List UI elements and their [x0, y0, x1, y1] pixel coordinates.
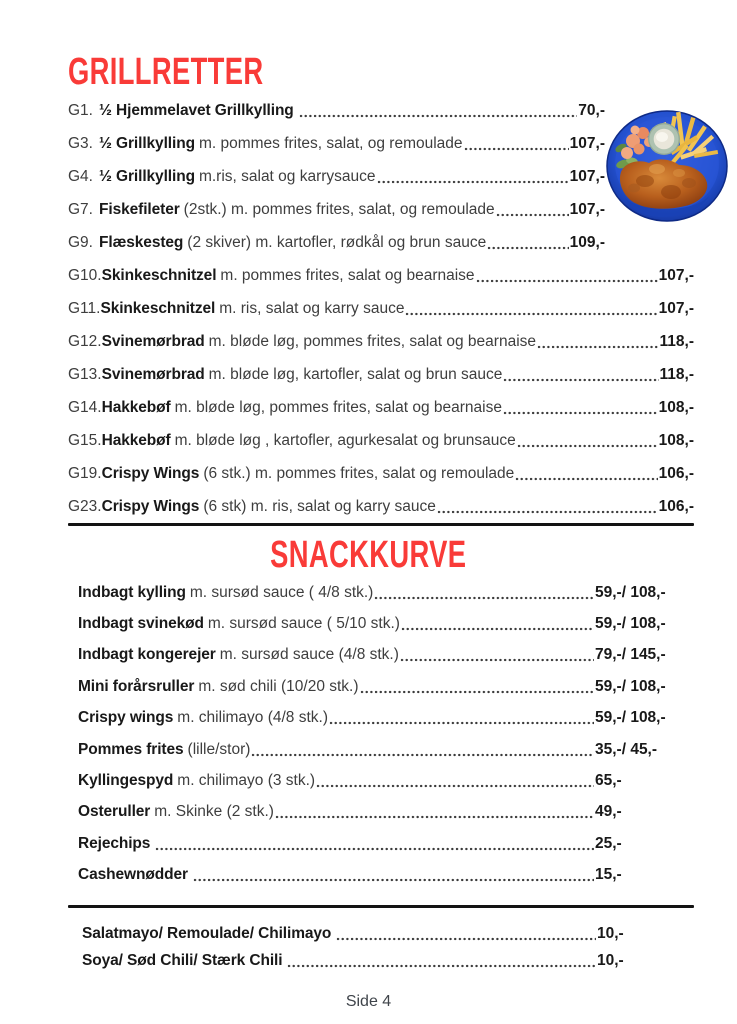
section-divider — [68, 905, 694, 908]
item-code: G4. — [68, 167, 93, 185]
item-price: 107,- — [569, 200, 605, 218]
item-description: m.ris, salat og karrysauce — [198, 167, 376, 185]
item-price: 15,- — [595, 866, 622, 884]
item-description: m. sursød sauce ( 4/8 stk.) — [189, 583, 374, 601]
menu-item-row — [82, 921, 690, 948]
dot-leader — [299, 114, 578, 118]
dot-leader — [316, 784, 594, 788]
menu-item-row — [68, 160, 605, 193]
item-name: Indbagt svinekød — [78, 615, 204, 633]
item-name: Rejechips — [78, 834, 151, 852]
item-price: 107,- — [658, 266, 694, 284]
item-name: Hakkebøf — [101, 398, 171, 416]
menu-item-row — [78, 703, 690, 734]
item-price: 59,-/ 108,- — [595, 583, 666, 601]
menu-item-row — [78, 797, 690, 828]
dot-leader — [503, 411, 658, 415]
menu-item-row — [68, 94, 605, 127]
item-description: m. ris, salat og karry sauce — [219, 299, 405, 317]
item-name: ½ Hjemmelavet Grillkylling — [99, 101, 294, 119]
grill-section-title-text: GRILLRETTER — [68, 51, 264, 93]
menu-item-row — [78, 577, 690, 608]
item-description: m. chilimayo (4/8 stk.) — [177, 709, 329, 727]
item-name: Indbagt kongerejer — [78, 646, 216, 664]
item-name: Cashewnødder — [78, 866, 188, 884]
menu-item-row — [78, 765, 690, 796]
item-name: Crispy Wings — [101, 497, 200, 515]
item-price: 118,- — [659, 332, 694, 350]
menu-item-row — [78, 734, 690, 765]
dip-cup — [648, 123, 680, 155]
item-price: 109,- — [569, 233, 605, 251]
item-code: G12. — [68, 332, 102, 350]
item-name: Soya/ Sød Chili/ Stærk Chili — [82, 951, 283, 969]
item-price: 59,-/ 108,- — [595, 677, 666, 695]
dot-leader — [476, 279, 658, 283]
menu-item-row — [68, 193, 605, 226]
item-description: (2stk.) m. pommes frites, salat, og remoulade — [183, 200, 495, 218]
item-description: (6 stk) m. ris, salat og karry sauce — [203, 497, 436, 515]
extras-item-list — [82, 921, 690, 974]
item-name: ½ Grillkylling — [99, 134, 195, 152]
item-code: G19. — [68, 464, 102, 482]
menu-item-row — [68, 259, 694, 292]
item-description: m. bløde løg , kartofler, agurkesalat og brunsauce — [174, 431, 516, 449]
item-code: G1. — [68, 101, 93, 119]
item-description: m. bløde løg, kartofler, salat og brun sauce — [208, 365, 503, 383]
snack-section-title-text: SNACKKURVE — [270, 534, 467, 576]
menu-item-row — [78, 640, 690, 671]
dot-leader — [401, 627, 594, 631]
dot-leader — [377, 180, 569, 184]
item-description: m. Skinke (2 stk.) — [154, 803, 274, 821]
item-code: G3. — [68, 134, 93, 152]
item-price: 108,- — [658, 398, 694, 416]
item-price: 107,- — [569, 134, 605, 152]
item-name: Crispy Wings — [101, 464, 200, 482]
item-name: Crispy wings — [78, 709, 174, 727]
dot-leader — [503, 378, 658, 382]
menu-item-row — [78, 671, 690, 702]
dot-leader — [515, 477, 657, 481]
item-name: Svinemørbrad — [101, 332, 205, 350]
menu-item-row — [78, 828, 690, 859]
menu-item-row — [68, 457, 694, 490]
item-price: 107,- — [658, 299, 694, 317]
menu-item-row — [68, 325, 694, 358]
item-code: G11. — [68, 299, 101, 317]
item-name: Hakkebøf — [101, 431, 171, 449]
menu-item-row — [68, 127, 605, 160]
item-code: G23. — [68, 497, 102, 515]
menu-item-row — [78, 860, 690, 891]
dot-leader — [193, 878, 594, 882]
dot-leader — [155, 847, 594, 851]
item-description: m. bløde løg, pommes frites, salat og bearnaise — [174, 398, 502, 416]
item-price: 107,- — [569, 167, 605, 185]
item-code: G7. — [68, 200, 93, 218]
item-description: m. sursød sauce ( 5/10 stk.) — [207, 615, 400, 633]
menu-item-row — [68, 391, 694, 424]
item-price: 10,- — [597, 951, 624, 969]
item-description: m. chilimayo (3 stk.) — [177, 772, 316, 790]
item-description: m. pommes frites, salat og bearnaise — [220, 266, 475, 284]
item-description: m. pommes frites, salat, og remoulade — [198, 134, 463, 152]
item-price: 65,- — [595, 772, 622, 790]
item-name: Kyllingespyd — [78, 772, 174, 790]
menu-item-row — [78, 608, 690, 639]
menu-item-row — [68, 358, 694, 391]
dot-leader — [496, 213, 569, 217]
item-code: G9. — [68, 233, 93, 251]
item-price: 59,-/ 108,- — [595, 709, 666, 727]
food-photo-grilled-chicken-plate — [604, 108, 730, 224]
dot-leader — [275, 815, 594, 819]
item-price: 10,- — [597, 925, 624, 943]
menu-item-row — [68, 490, 694, 523]
dot-leader — [437, 510, 658, 514]
dot-leader — [517, 444, 658, 448]
page-number: Side 4 — [345, 993, 392, 1010]
dot-leader — [287, 964, 596, 968]
dot-leader — [405, 312, 657, 316]
item-price: 106,- — [658, 464, 694, 482]
item-price: 79,-/ 145,- — [595, 646, 666, 664]
item-price: 35,-/ 45,- — [595, 740, 658, 758]
grill-section-title — [68, 53, 339, 91]
item-code: G10. — [68, 266, 102, 284]
item-name: Indbagt kylling — [78, 583, 186, 601]
item-code: G14. — [68, 398, 102, 416]
dot-leader — [464, 147, 569, 151]
item-price: 25,- — [595, 834, 622, 852]
item-description: (2 skiver) m. kartofler, rødkål og brun sauce — [187, 233, 487, 251]
item-description: m. sursød sauce (4/8 stk.) — [219, 646, 399, 664]
item-description: m. sød chili (10/20 stk.) — [198, 677, 359, 695]
item-price: 59,-/ 108,- — [595, 615, 666, 633]
dot-leader — [251, 753, 594, 757]
item-name: Mini forårsruller — [78, 677, 195, 695]
menu-item-row — [68, 424, 694, 457]
item-price: 108,- — [658, 431, 694, 449]
dot-leader — [374, 596, 594, 600]
item-name: Osteruller — [78, 803, 151, 821]
item-description: (lille/stor) — [187, 740, 251, 758]
dot-leader — [336, 937, 596, 941]
item-description: m. bløde løg, pommes frites, salat og bearnaise — [208, 332, 537, 350]
item-name: Fiskefileter — [99, 200, 180, 218]
grill-item-list — [68, 94, 694, 523]
item-code: G15. — [68, 431, 102, 449]
dot-leader — [487, 246, 568, 250]
dot-leader — [329, 721, 594, 725]
item-price: 70,- — [578, 101, 605, 119]
item-name: Svinemørbrad — [101, 365, 205, 383]
dot-leader — [360, 690, 594, 694]
dot-leader — [400, 658, 594, 662]
item-name: Flæskesteg — [99, 233, 184, 251]
item-price: 118,- — [659, 365, 694, 383]
item-name: Skinkeschnitzel — [101, 266, 217, 284]
item-name: Salatmayo/ Remoulade/ Chilimayo — [82, 925, 332, 943]
menu-item-row — [82, 948, 690, 975]
item-code: G13. — [68, 365, 102, 383]
snack-item-list — [78, 577, 690, 891]
section-divider — [68, 523, 694, 526]
item-price: 106,- — [658, 497, 694, 515]
item-price: 49,- — [595, 803, 622, 821]
item-description: (6 stk.) m. pommes frites, salat og remoulade — [203, 464, 515, 482]
item-name: Skinkeschnitzel — [100, 299, 216, 317]
item-name: ½ Grillkylling — [99, 167, 195, 185]
item-name: Pommes frites — [78, 740, 184, 758]
snack-section-title — [0, 536, 737, 574]
menu-item-row — [68, 226, 605, 259]
menu-item-row — [68, 292, 694, 325]
dot-leader — [537, 345, 659, 349]
